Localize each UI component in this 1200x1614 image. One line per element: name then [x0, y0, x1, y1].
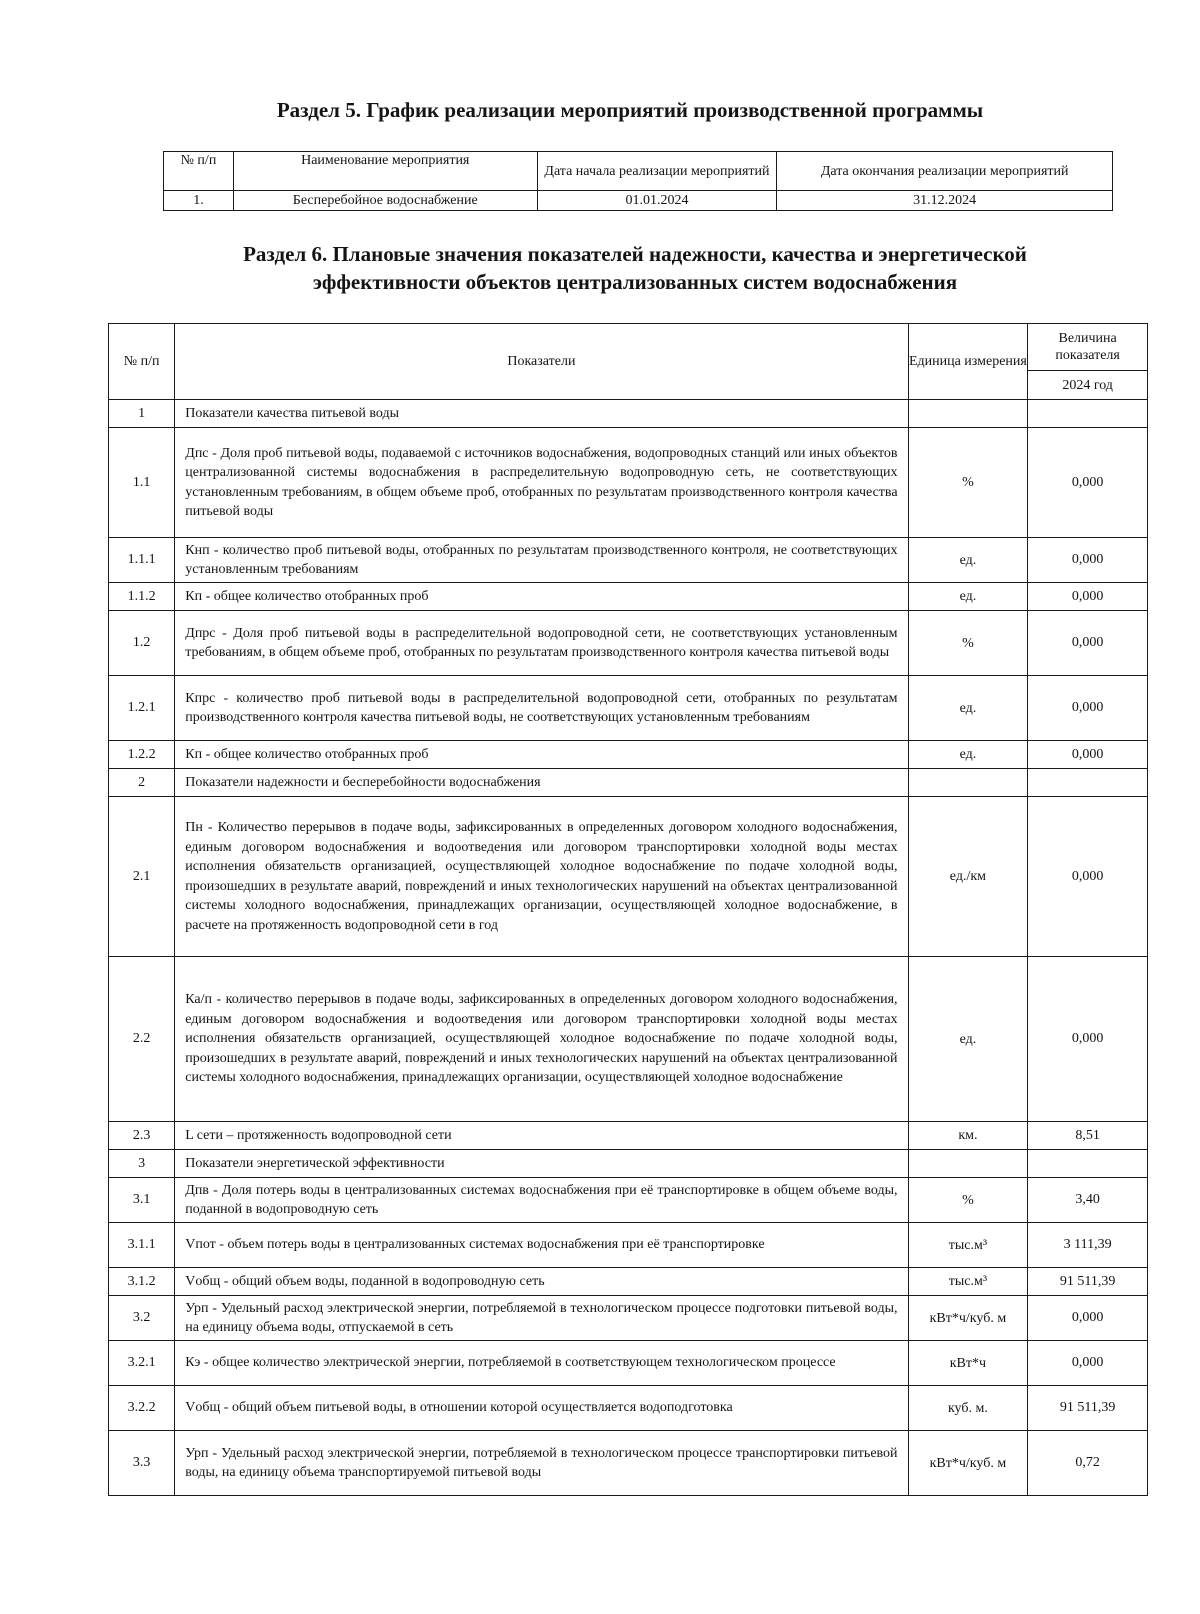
indicator-value: 3,40: [1028, 1178, 1148, 1223]
indicator-num: 3.1.2: [109, 1268, 175, 1296]
indicator-value: 0,000: [1028, 676, 1148, 741]
schedule-row-start: 01.01.2024: [537, 191, 777, 211]
indicator-num: 1.2.1: [109, 676, 175, 741]
indicator-value: 8,51: [1028, 1122, 1148, 1150]
indicator-value: 0,000: [1028, 1341, 1148, 1386]
indicator-value: 0,000: [1028, 583, 1148, 611]
indicator-unit: [908, 769, 1028, 797]
indicator-text: Показатели энергетической эффективности: [175, 1150, 908, 1178]
indicator-unit: ед.: [908, 583, 1028, 611]
indicator-row: [109, 583, 1148, 611]
header-num: № п/п: [164, 152, 234, 191]
indicator-num: 1: [109, 400, 175, 428]
schedule-header-row: [164, 152, 1113, 191]
indicator-row: [109, 1341, 1148, 1386]
schedule-row: [164, 191, 1113, 211]
indicator-unit: [908, 1150, 1028, 1178]
indicator-text: Дпрс - Доля проб питьевой воды в распределительной водопроводной сети, не соответствующих установленным требованиям, в общем объеме проб, отобранных по результатам производственного контроля качества питьевой воды: [175, 611, 908, 676]
indicator-num: 1.2: [109, 611, 175, 676]
indicator-value: 0,000: [1028, 797, 1148, 957]
indicator-num: 2.3: [109, 1122, 175, 1150]
indicator-num: 1.1.2: [109, 583, 175, 611]
header-unit: Единица измерения: [908, 324, 1028, 400]
indicator-unit: ед./км: [908, 797, 1028, 957]
indicator-unit: кВт*ч/куб. м: [908, 1431, 1028, 1496]
indicator-value: 0,000: [1028, 538, 1148, 583]
indicator-text: Урп - Удельный расход электрической энергии, потребляемой в технологическом процессе подготовки питьевой воды, на единицу объема воды, отпускаемой в сеть: [175, 1296, 908, 1341]
indicator-text: Дпв - Доля потерь воды в централизованных системах водоснабжения при её транспортировке в общем объеме воды, поданной в водопроводную сеть: [175, 1178, 908, 1223]
indicator-value: [1028, 1150, 1148, 1178]
header-end-date: Дата окончания реализации мероприятий: [777, 152, 1113, 191]
header-start-date: Дата начала реализации мероприятий: [537, 152, 777, 191]
section-6-title-line2: эффективности объектов централизованных систем водоснабжения: [312, 270, 958, 294]
indicator-text: Vобщ - общий объем воды, поданной в водопроводную сеть: [175, 1268, 908, 1296]
indicator-text: L сети – протяженность водопроводной сети: [175, 1122, 908, 1150]
indicator-unit: ед.: [908, 538, 1028, 583]
indicator-num: 3.3: [109, 1431, 175, 1496]
indicator-unit: куб. м.: [908, 1386, 1028, 1431]
indicator-value: [1028, 400, 1148, 428]
indicator-row: [109, 1122, 1148, 1150]
indicator-row: [109, 611, 1148, 676]
indicator-value: 0,000: [1028, 741, 1148, 769]
indicator-text: Кп - общее количество отобранных проб: [175, 741, 908, 769]
indicator-value: 0,000: [1028, 1296, 1148, 1341]
indicator-value: 91 511,39: [1028, 1386, 1148, 1431]
indicator-value: 0,000: [1028, 428, 1148, 538]
indicator-value: 3 111,39: [1028, 1223, 1148, 1268]
indicators-body: [109, 400, 1148, 1496]
indicator-num: 3: [109, 1150, 175, 1178]
indicator-num: 3.2.2: [109, 1386, 175, 1431]
section-6-title: [35, 240, 1200, 296]
indicator-text: Кпрс - количество проб питьевой воды в распределительной водопроводной сети, отобранных по результатам производственного контроля качества питьевой воды, не соответствующих установленным требованиям: [175, 676, 908, 741]
schedule-row-num: 1.: [164, 191, 234, 211]
indicator-unit: [908, 400, 1028, 428]
indicator-row: [109, 1296, 1148, 1341]
indicator-row: [109, 1223, 1148, 1268]
indicator-num: 2: [109, 769, 175, 797]
indicator-unit: км.: [908, 1122, 1028, 1150]
indicators-header-row: [109, 324, 1148, 371]
indicators-table: [108, 323, 1148, 1496]
indicator-row: [109, 797, 1148, 957]
indicator-unit: %: [908, 1178, 1028, 1223]
indicator-num: 2.2: [109, 957, 175, 1122]
indicator-num: 3.2: [109, 1296, 175, 1341]
section-6-title-line1: Раздел 6. Плановые значения показателей надежности, качества и энергетической: [243, 242, 1027, 266]
indicator-row: [109, 741, 1148, 769]
indicator-text: Показатели качества питьевой воды: [175, 400, 908, 428]
indicator-value: 0,72: [1028, 1431, 1148, 1496]
indicator-row: [109, 1431, 1148, 1496]
indicator-row: [109, 538, 1148, 583]
indicator-text: Урп - Удельный расход электрической энергии, потребляемой в технологическом процессе транспортировки питьевой воды, на единицу объема транспортируемой питьевой воды: [175, 1431, 908, 1496]
indicator-text: Ка/п - количество перерывов в подаче воды, зафиксированных в определенных договором холодного водоснабжения, единым договором водоснабжения и водоотведения или договором транспортировки холодной воды местах исполнения обязательств организацией, осуществляющей холодное водоснабжение по подаче холодной воды, произошедших в результате аварий, повреждений и иных технологических нарушений на объектах централизованной системы холодного водоснабжения, принадлежащих организации, осуществляющей холодное водоснабжение: [175, 957, 908, 1122]
indicator-num: 3.2.1: [109, 1341, 175, 1386]
indicator-text: Показатели надежности и бесперебойности водоснабжения: [175, 769, 908, 797]
header-num: № п/п: [109, 324, 175, 400]
indicator-num: 3.1.1: [109, 1223, 175, 1268]
header-value: Величина показателя: [1028, 324, 1148, 371]
indicator-value: [1028, 769, 1148, 797]
schedule-row-name: Бесперебойное водоснабжение: [233, 191, 537, 211]
indicator-num: 2.1: [109, 797, 175, 957]
indicator-unit: ед.: [908, 957, 1028, 1122]
schedule-row-end: 31.12.2024: [777, 191, 1113, 211]
indicator-text: Кнп - количество проб питьевой воды, отобранных по результатам производственного контроля, не соответствующих установленным требованиям: [175, 538, 908, 583]
indicator-row: [109, 769, 1148, 797]
indicator-row: [109, 957, 1148, 1122]
indicator-num: 1.2.2: [109, 741, 175, 769]
indicator-row: [109, 1178, 1148, 1223]
indicator-row: [109, 1386, 1148, 1431]
indicator-value: 0,000: [1028, 957, 1148, 1122]
indicator-unit: %: [908, 428, 1028, 538]
indicator-text: Vпот - объем потерь воды в централизованных системах водоснабжения при её транспортировке: [175, 1223, 908, 1268]
indicator-row: [109, 428, 1148, 538]
indicator-text: Дпс - Доля проб питьевой воды, подаваемой с источников водоснабжения, водопроводных станций или иных объектов централизованной системы водоснабжения в распределительную водопроводную сеть, не соответствующих установленным требованиям, в общем объеме проб, отобранных по результатам производственного контроля качества питьевой воды: [175, 428, 908, 538]
indicator-text: Кэ - общее количество электрической энергии, потребляемой в соответствующем технологическом процессе: [175, 1341, 908, 1386]
indicator-unit: тыс.м³: [908, 1268, 1028, 1296]
indicator-text: Пн - Количество перерывов в подаче воды, зафиксированных в определенных договором холодного водоснабжения, единым договором водоснабжения и водоотведения или договором транспортировки холодной воды местах исполнения обязательств организацией, осуществляющей холодное водоснабжение по подаче холодной воды, произошедших в результате аварий, повреждений и иных технологических нарушений на объектах централизованной системы холодного водоснабжения, принадлежащих организации, осуществляющей холодное водоснабжение, в расчете на протяженность водопроводной сети в год: [175, 797, 908, 957]
indicator-num: 1.1.1: [109, 538, 175, 583]
header-event-name: Наименование мероприятия: [233, 152, 537, 191]
indicator-unit: ед.: [908, 741, 1028, 769]
header-year: 2024 год: [1028, 371, 1148, 400]
section-5-title: Раздел 5. График реализации мероприятий производственной программы: [276, 98, 984, 122]
indicator-unit: %: [908, 611, 1028, 676]
indicator-text: Vобщ - общий объем питьевой воды, в отношении которой осуществляется водоподготовка: [175, 1386, 908, 1431]
indicator-num: 1.1: [109, 428, 175, 538]
indicator-row: [109, 1268, 1148, 1296]
indicator-value: 0,000: [1028, 611, 1148, 676]
indicator-row: [109, 400, 1148, 428]
indicator-row: [109, 1150, 1148, 1178]
indicator-unit: ед.: [908, 676, 1028, 741]
indicator-row: [109, 676, 1148, 741]
indicator-unit: кВт*ч: [908, 1341, 1028, 1386]
indicator-unit: кВт*ч/куб. м: [908, 1296, 1028, 1341]
indicator-unit: тыс.м³: [908, 1223, 1028, 1268]
indicator-text: Кп - общее количество отобранных проб: [175, 583, 908, 611]
header-indicator: Показатели: [175, 324, 908, 400]
indicator-value: 91 511,39: [1028, 1268, 1148, 1296]
schedule-table: [163, 151, 1113, 211]
indicator-num: 3.1: [109, 1178, 175, 1223]
